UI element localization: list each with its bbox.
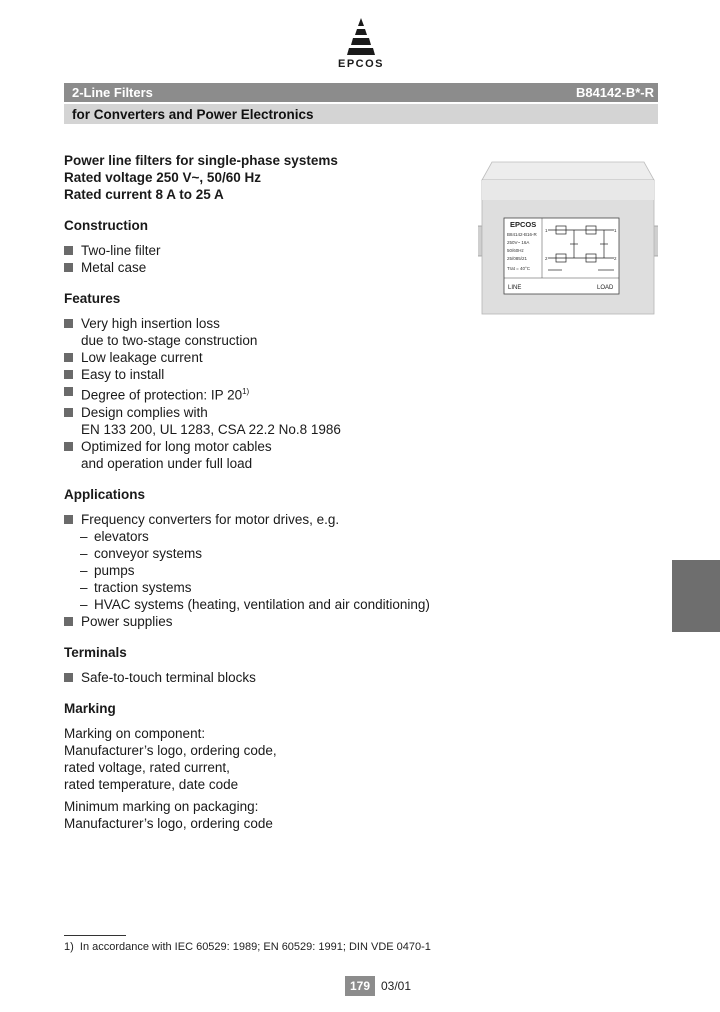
list-item: Low leakage current <box>64 349 484 366</box>
label-brand: EPCOS <box>510 220 537 229</box>
label-temperature: Trat = 40°C <box>507 266 531 271</box>
title-bar <box>64 83 658 102</box>
footnote-text: In accordance with IEC 60529: 1989; EN 60529: 1991; DIN VDE 0470-1 <box>79 941 431 953</box>
list-item: Design complies with EN 133 200, UL 1283, CSA 22.2 No.8 1986 <box>64 404 484 438</box>
intro-line: Power line filters for single-phase systems <box>64 153 338 168</box>
footnote-ref: 1) <box>242 387 250 396</box>
marking-component: Marking on component: Manufacturer’s logo, ordering code, rated voltage, rated current, rated temperature, date code <box>64 725 277 792</box>
page-title: 2-Line Filters <box>72 85 153 100</box>
marking-section <box>64 700 484 832</box>
intro-block <box>64 152 484 203</box>
epcos-logo <box>330 18 392 70</box>
epcos-logo-icon <box>341 18 381 56</box>
page-subtitle: for Converters and Power Electronics <box>72 106 314 122</box>
label-terminal-1-left: 1 <box>545 228 548 233</box>
construction-heading: Construction <box>64 218 148 233</box>
label-climate: 25/085/21 <box>507 256 528 261</box>
label-terminal-1-right: 1 <box>614 228 617 233</box>
list-item: Two-line filter <box>64 242 484 259</box>
label-line: LINE <box>508 285 522 291</box>
list-item: Frequency converters for motor drives, e.g. <box>64 511 484 528</box>
label-terminal-2-right: 2 <box>614 256 617 261</box>
features-heading: Features <box>64 291 121 306</box>
list-item: Power supplies <box>64 613 484 630</box>
footnote <box>64 941 431 953</box>
main-content <box>64 152 484 832</box>
logo-text: EPCOS <box>337 58 384 70</box>
footnote-mark: 1) <box>64 941 74 953</box>
list-item: Safe-to-touch terminal blocks <box>64 669 484 686</box>
product-photo <box>478 158 658 316</box>
marking-heading: Marking <box>64 700 116 716</box>
sub-list-item: – conveyor systems <box>80 545 484 562</box>
label-frequency: 50/60Hz <box>507 248 524 253</box>
label-code: B84142-B16-R <box>507 232 537 237</box>
section-tab-marker <box>672 560 720 632</box>
sub-list-item: – HVAC systems (heating, ventilation and air conditioning) <box>80 596 484 613</box>
sub-list-item: – elevators <box>80 528 484 545</box>
list-item: Easy to install <box>64 366 484 383</box>
construction-section <box>64 217 484 276</box>
applications-section <box>64 486 484 630</box>
list-item: Metal case <box>64 259 484 276</box>
features-section <box>64 290 484 472</box>
terminals-section <box>64 644 484 686</box>
application-sublist <box>64 528 484 613</box>
page-date: 03/01 <box>381 979 412 993</box>
page-number: 179 <box>345 976 375 996</box>
marking-packaging: Minimum marking on packaging: Manufacturer’s logo, ordering code <box>64 798 273 831</box>
part-number: B84142-B*-R <box>575 85 654 100</box>
subtitle-bar <box>64 104 658 124</box>
label-rating: 250V~ 16A <box>507 240 530 245</box>
list-item: Very high insertion loss due to two-stage construction <box>64 315 484 349</box>
intro-line: Rated current 8 A to 25 A <box>64 187 224 202</box>
footnote-rule <box>64 935 126 936</box>
label-terminal-2-left: 2 <box>545 256 548 261</box>
list-item: Degree of protection: IP 20$^{1)}$ <box>64 383 484 404</box>
terminals-heading: Terminals <box>64 644 127 660</box>
sub-list-item: – traction systems <box>80 579 484 596</box>
filter-illustration <box>478 158 658 316</box>
sub-list-item: – pumps <box>80 562 484 579</box>
applications-heading: Applications <box>64 486 146 502</box>
list-item: Optimized for long motor cables and operation under full load <box>64 438 484 472</box>
intro-line: Rated voltage 250 V~, 50/60 Hz <box>64 170 261 185</box>
label-load: LOAD <box>597 285 614 291</box>
